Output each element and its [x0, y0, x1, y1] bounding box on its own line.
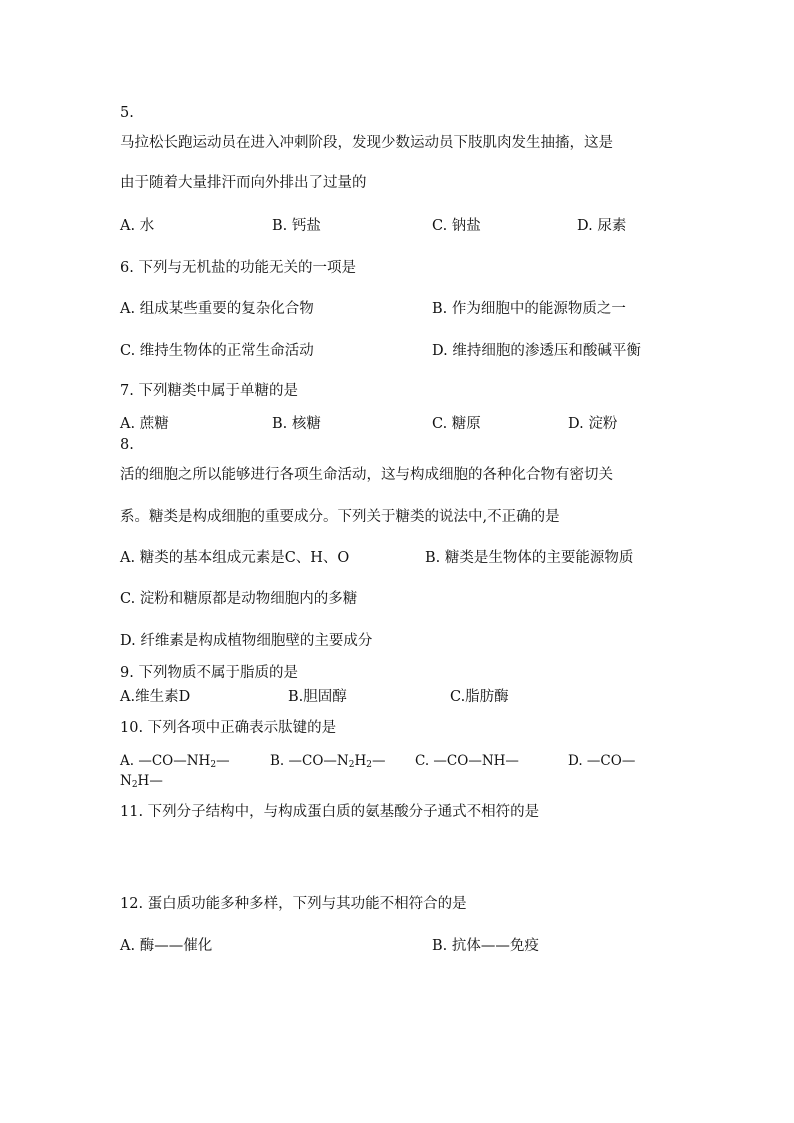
q9-option-a: A.维生素D: [120, 689, 191, 705]
q6-option-d: D. 维持细胞的渗透压和酸碱平衡: [432, 343, 641, 359]
q11-stem: 11. 下列分子结构中，与构成蛋白质的氨基酸分子通式不相符的是: [120, 804, 540, 820]
q10-option-c: C. —CO—NH—: [415, 753, 519, 769]
q8-option-d: D. 纤维素是构成植物细胞壁的主要成分: [120, 633, 373, 649]
q5-option-d: D. 尿素: [577, 218, 627, 234]
q8-option-b: B. 糖类是生物体的主要能源物质: [425, 550, 634, 566]
q10-option-d-tail: H—: [137, 773, 163, 789]
q5-option-a: A. 水: [120, 218, 155, 234]
q10-option-a-text: A. —CO—NH: [120, 753, 211, 769]
q10-option-d-sub: 2: [131, 780, 138, 790]
q9-option-c: C.脂肪酶: [450, 689, 509, 705]
q8-number: 8.: [120, 437, 134, 453]
q10-option-a-tail: —: [216, 753, 230, 769]
q7-stem: 7. 下列糖类中属于单糖的是: [120, 383, 298, 399]
q10-option-b-sub2: 2: [366, 760, 372, 770]
q10-option-b-text: B. —CO—N: [270, 753, 349, 769]
q5-option-c: C. 钠盐: [432, 218, 481, 234]
q12-option-b: B. 抗体——免疫: [432, 938, 539, 954]
q8-option-a: A. 糖类的基本组成元素是C、H、O: [120, 550, 350, 566]
q6-option-c: C. 维持生物体的正常生命活动: [120, 343, 314, 359]
q10-option-d: D. —CO—: [568, 753, 636, 769]
q7-option-b: B. 核糖: [272, 416, 321, 432]
q7-option-d: D. 淀粉: [568, 416, 618, 432]
q12-option-a: A. 酶——催化: [120, 938, 213, 954]
q10-option-b-sub: 2: [348, 760, 355, 770]
q6-stem: 6. 下列与无机盐的功能无关的一项是: [120, 260, 356, 276]
q12-stem: 12. 蛋白质功能多种多样，下列与其功能不相符合的是: [120, 896, 467, 912]
q8-stem-line2: 系。糖类是构成细胞的重要成分。下列关于糖类的说法中,不正确的是: [120, 509, 560, 525]
q10-option-a: [120, 752, 230, 774]
q10-option-a-sub: 2: [210, 760, 217, 770]
q7-option-c: C. 糖原: [432, 416, 481, 432]
q5-stem-line1: 马拉松长跑运动员在进入冲刺阶段，发现少数运动员下肢肌肉发生抽搐，这是: [120, 135, 613, 151]
q10-stem: 10. 下列各项中正确表示肽键的是: [120, 720, 337, 736]
q10-option-d-text: N: [120, 773, 132, 789]
q5-stem-line2: 由于随着大量排汗而向外排出了过量的: [120, 175, 367, 191]
q6-option-b: B. 作为细胞中的能源物质之一: [432, 301, 626, 317]
q9-option-b: B.胆固醇: [288, 689, 347, 705]
q9-stem: 9. 下列物质不属于脂质的是: [120, 665, 298, 681]
q7-option-a: A. 蔗糖: [120, 416, 169, 432]
q5-option-b: B. 钙盐: [272, 218, 321, 234]
q6-option-a: A. 组成某些重要的复杂化合物: [120, 301, 314, 317]
q10-option-b: [270, 752, 385, 774]
q5-number: 5.: [120, 105, 134, 121]
q10-option-b-tail: —: [371, 753, 386, 769]
q8-stem-line1: 活的细胞之所以能够进行各项生命活动，这与构成细胞的各种化合物有密切关: [120, 467, 613, 483]
q8-option-c: C. 淀粉和糖原都是动物细胞内的多糖: [120, 591, 358, 607]
q10-option-d-continued: [120, 772, 163, 794]
q10-option-b-mid: H: [354, 753, 367, 769]
